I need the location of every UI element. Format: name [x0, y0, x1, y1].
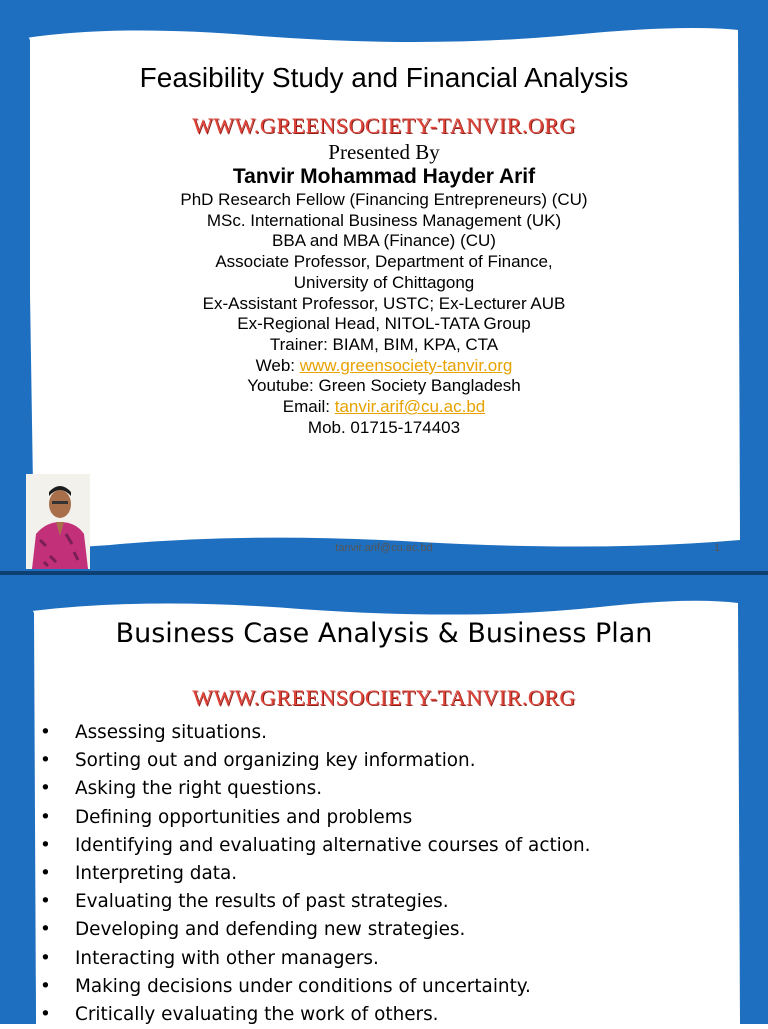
list-item-text: Critically evaluating the work of others.: [75, 1003, 439, 1025]
page-number: 1: [714, 542, 721, 554]
list-item-text: Interpreting data.: [75, 862, 238, 884]
credential-line: University of Chittagong: [293, 272, 475, 292]
list-item-text: Making decisions under conditions of uncertainty.: [75, 975, 531, 997]
mobile-line: Mob. 01715-174403: [307, 417, 461, 437]
credential-line: Trainer: BIAM, BIM, KPA, CTA: [269, 334, 499, 354]
list-item: [40, 973, 591, 1001]
list-item-text: Sorting out and organizing key information.: [75, 750, 476, 772]
bullet-list: [40, 719, 591, 1029]
list-item: [40, 804, 591, 832]
email-line: [0, 397, 768, 418]
slide-1-title: Feasibility Study and Financial Analysis: [139, 62, 629, 93]
bullet-icon: •: [40, 862, 51, 884]
email-label: Email:: [282, 397, 335, 417]
list-item-text: Developing and defending new strategies.: [75, 919, 466, 941]
list-item-text: Asking the right questions.: [75, 778, 323, 800]
footer-email: tanvir.arif@cu.ac.bd: [335, 542, 433, 554]
slide-2-title: Business Case Analysis & Business Plan: [115, 618, 653, 649]
presenter-name: Tanvir Mohammad Hayder Arif: [232, 165, 536, 188]
youtube-line: Youtube: Green Society Bangladesh: [247, 376, 521, 396]
list-item-text: Evaluating the results of past strategies.: [75, 891, 449, 913]
bullet-icon: •: [40, 1003, 51, 1025]
credential-line: Ex-Assistant Professor, USTC; Ex-Lecturer AUB: [202, 293, 566, 313]
list-item: [40, 860, 591, 888]
web-link[interactable]: www.greensociety-tanvir.org: [299, 355, 513, 375]
bullet-icon: •: [40, 947, 51, 969]
bullet-icon: •: [40, 919, 51, 941]
bullet-icon: •: [40, 891, 51, 913]
list-item: [40, 775, 591, 803]
list-item: [40, 719, 591, 747]
credential-line: Associate Professor, Department of Finance,: [215, 252, 553, 272]
website-banner: WWW.GREENSOCIETY-TANVIR.ORG: [192, 685, 576, 710]
bullet-icon: •: [40, 750, 51, 772]
bullet-icon: •: [40, 778, 51, 800]
list-item: [40, 916, 591, 944]
list-item-text: Defining opportunities and problems: [75, 806, 413, 828]
website-banner: WWW.GREENSOCIETY-TANVIR.ORG: [192, 113, 576, 138]
bullet-icon: •: [40, 834, 51, 856]
credential-line: MSc. International Business Management (UK): [206, 210, 562, 230]
credential-line: Ex-Regional Head, NITOL-TATA Group: [237, 314, 531, 334]
list-item: [40, 888, 591, 916]
list-item-text: Interacting with other managers.: [75, 947, 379, 969]
list-item: [40, 747, 591, 775]
list-item-text: Identifying and evaluating alternative courses of action.: [75, 834, 591, 856]
web-label: Web:: [255, 355, 300, 375]
list-item: [40, 1001, 591, 1029]
email-link[interactable]: tanvir.arif@cu.ac.bd: [334, 397, 486, 417]
bullet-icon: •: [40, 806, 51, 828]
presenter-photo: [26, 474, 90, 569]
credential-line: BBA and MBA (Finance) (CU): [272, 231, 496, 251]
list-item: [40, 945, 591, 973]
credential-line: PhD Research Fellow (Financing Entrepreneurs) (CU): [180, 190, 588, 209]
bullet-icon: •: [40, 975, 51, 997]
list-item: [40, 832, 591, 860]
list-item-text: Assessing situations.: [75, 722, 267, 743]
presenter-info: [0, 190, 768, 438]
presented-by: Presented By: [328, 140, 440, 164]
bullet-icon: •: [40, 722, 51, 743]
web-line: [0, 356, 768, 377]
